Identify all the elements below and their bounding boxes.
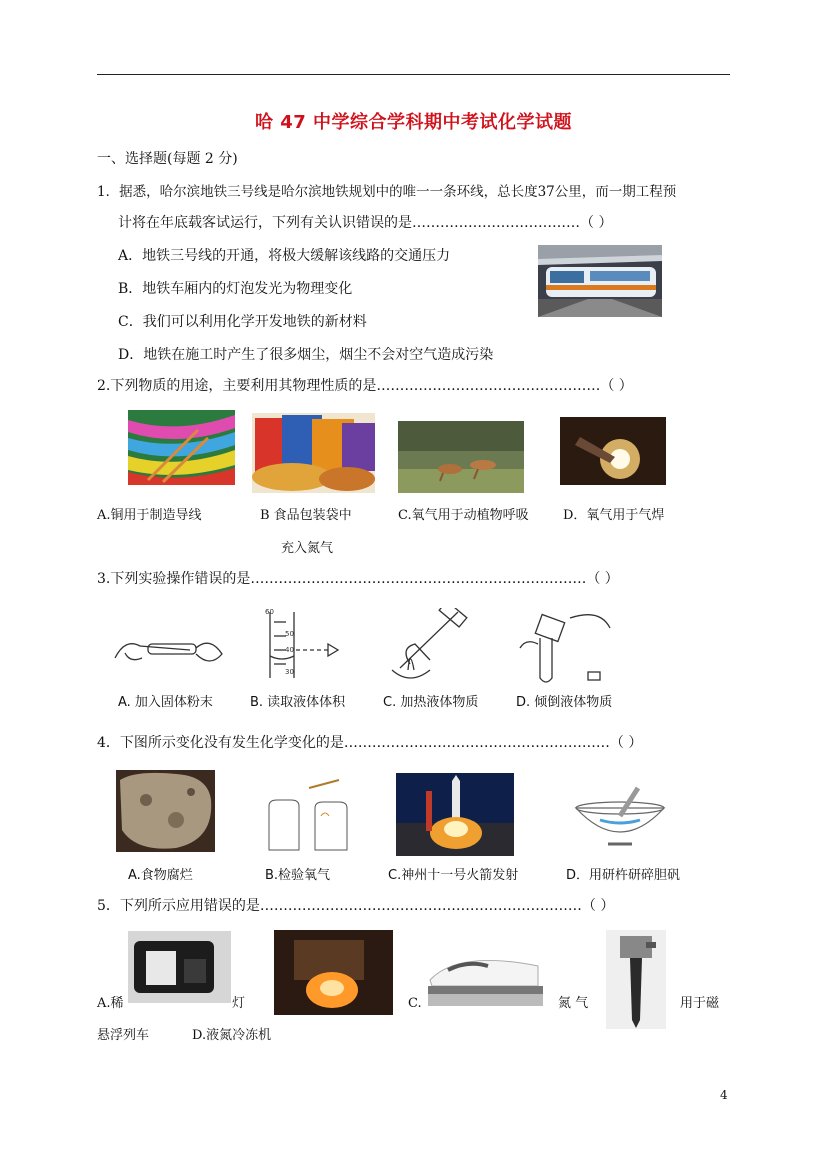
q3-caption-d: D. 倾倒液体物质 <box>516 695 613 710</box>
header-rule <box>97 74 730 75</box>
q4-caption-b: B.检验氧气 <box>265 868 331 883</box>
q5-option-a-part1: A.稀 <box>97 996 124 1011</box>
q5-option-c-part3: 用于磁 <box>680 996 720 1011</box>
q4-caption-c: C.神州十一号火箭发射 <box>388 868 519 883</box>
q5-option-c-part2: 氮 气 <box>558 996 589 1011</box>
q1-option-a: A．地铁三号线的开通，将极大缓解该线路的交通压力 <box>118 248 451 264</box>
rotten-food-image <box>116 770 215 852</box>
q4-stem: 4．下图所示变化没有发生化学变化的是…………………………………………………（ ） <box>97 735 643 751</box>
food-packaging-image <box>252 413 375 493</box>
mortar-pestle-drawing <box>570 786 670 850</box>
q2-option-d: D．氧气用于气焊 <box>563 508 665 523</box>
cylinder-tick-50: 50 <box>285 630 294 638</box>
copper-wire-image <box>128 410 235 485</box>
section-heading: 一、选择题(每题 2 分) <box>97 151 238 167</box>
q1-stem-line2: 计将在年底载客试运行，下列有关认识错误的是………………………………（ ） <box>118 215 613 231</box>
q4-caption-a: A.食物腐烂 <box>128 868 193 883</box>
q4-caption-d: D．用研杵研碎胆矾 <box>566 868 681 883</box>
cylinder-tick-60: 60 <box>265 608 274 616</box>
q2-stem: 2.下列物质的用途，主要利用其物理性质的是…………………………………………（ ） <box>97 378 633 394</box>
q2-option-b-line1: B 食品包装袋中 <box>260 508 352 523</box>
deer-image <box>398 421 524 493</box>
q5-option-a-part2: 灯 <box>232 996 246 1011</box>
q5-option-c-part1: C. <box>408 996 422 1011</box>
subway-train-image <box>538 245 662 317</box>
furnace-image <box>274 930 393 1015</box>
rocket-launch-image <box>396 773 514 856</box>
oxygen-test-drawing <box>259 776 357 854</box>
q3-caption-a: A. 加入固体粉末 <box>118 695 213 710</box>
cylinder-tick-40: 40 <box>285 646 294 654</box>
page-title: 哈 47 中学综合学科期中考试化学试题 <box>254 112 573 133</box>
q5-stem: 5．下列所示应用错误的是……………………………………………………………（ ） <box>97 898 615 914</box>
flash-lamp-image <box>128 931 231 1003</box>
page-number: 4 <box>720 1088 728 1102</box>
q1-stem-line1: 1．据悉，哈尔滨地铁三号线是哈尔滨地铁规划中的唯一一条环线，总长度37公里，而一期工程预 <box>97 184 677 200</box>
lab-operation-drawings <box>110 608 630 690</box>
cylinder-tick-30: 30 <box>285 668 294 676</box>
maglev-train-image <box>428 940 543 1006</box>
q2-option-a: A.铜用于制造导线 <box>97 508 202 523</box>
q5-option-d: D.液氮冷冻机 <box>192 1028 272 1043</box>
q1-option-b: B．地铁车厢内的灯泡发光为物理变化 <box>118 281 353 297</box>
q2-option-c: C.氧气用于动植物呼吸 <box>398 508 529 523</box>
q3-caption-b: B. 读取液体体积 <box>250 695 346 710</box>
q3-stem: 3.下列实验操作错误的是………………………………………………………………（ ） <box>97 571 619 587</box>
q1-option-d: D．地铁在施工时产生了很多烟尘，烟尘不会对空气造成污染 <box>118 347 494 363</box>
q1-option-c: C．我们可以利用化学开发地铁的新材料 <box>118 314 367 330</box>
liquid-nitrogen-freezer-image <box>606 930 666 1029</box>
q3-caption-c: C. 加热液体物质 <box>383 695 479 710</box>
q2-option-b-line2: 充入氮气 <box>281 541 334 556</box>
q5-line2-maglev: 悬浮列车 <box>97 1028 150 1043</box>
welding-image <box>560 417 666 485</box>
